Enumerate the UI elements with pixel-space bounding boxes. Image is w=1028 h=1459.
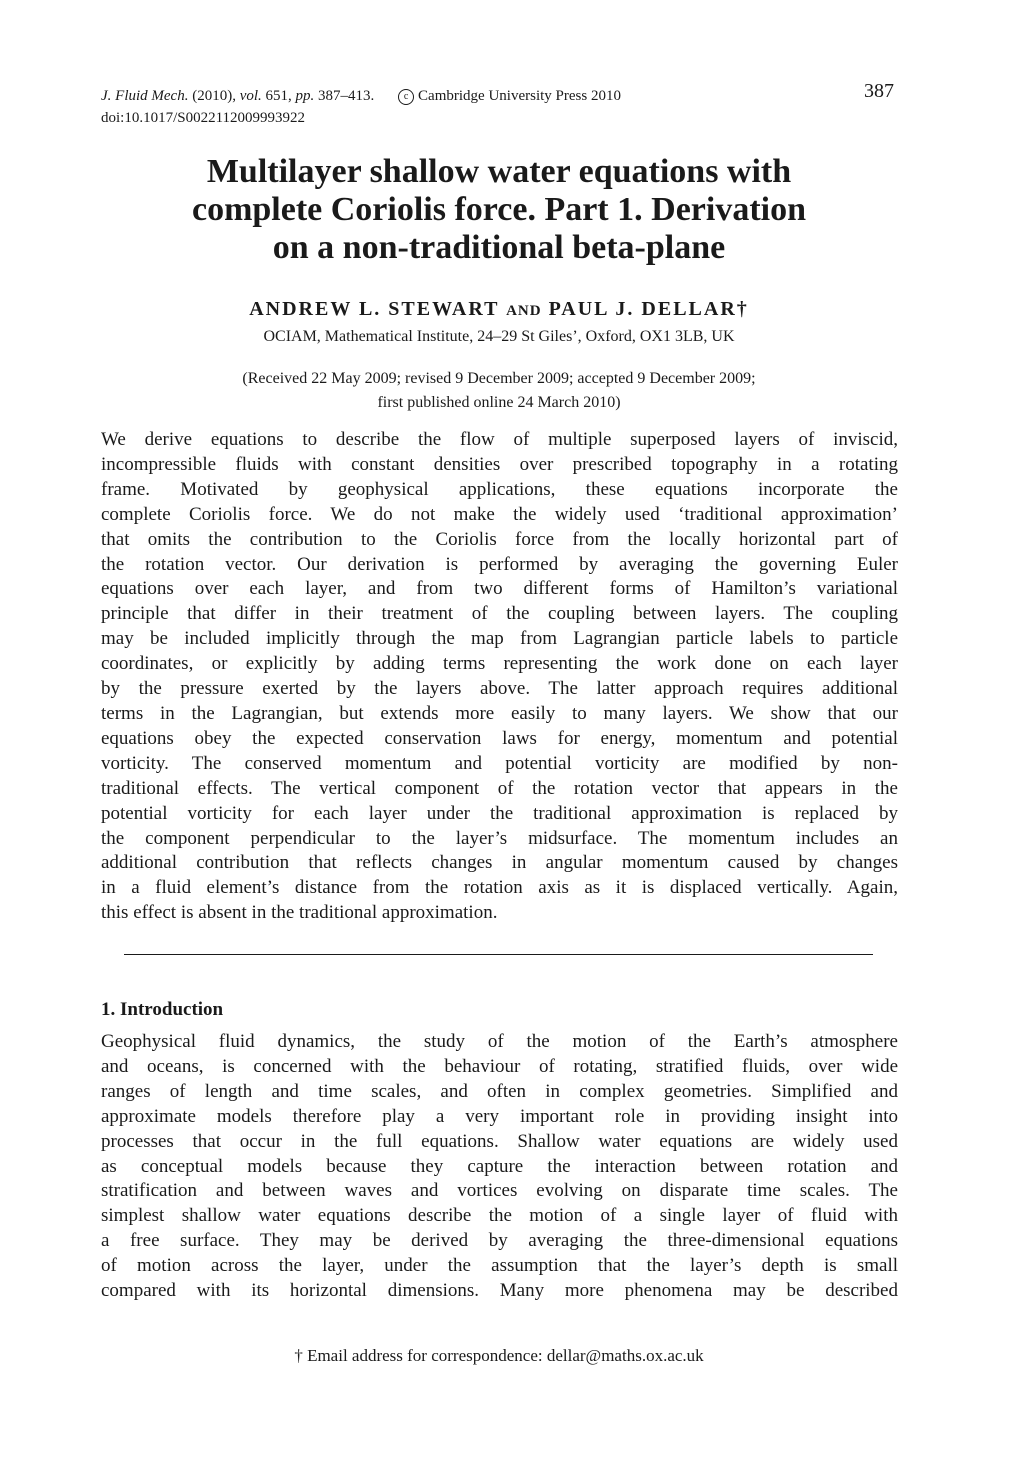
intro-line: a free surface. They may be derived by averaging the three-dimensional equations [101, 1230, 898, 1252]
title-line: Multilayer shallow water equations with [206, 153, 792, 190]
abstract-line: equations over each layer, and from two different forms of Hamilton’s variational [101, 578, 898, 600]
copyright-icon: c [398, 89, 414, 105]
abstract-line: incompressible fluids with constant densities over prescribed topography in a rotating [101, 453, 898, 475]
pages-label: pp. [295, 88, 315, 104]
abstract-line: this effect is absent in the traditional approximation. [101, 902, 498, 924]
received-line: (Received 22 May 2009; revised 9 December 2009; accepted 9 December 2009; [242, 370, 756, 387]
abstract-line: potential vorticity for each layer under the traditional approximation is replaced by [101, 802, 898, 824]
author-name: PAUL J. DELLAR† [548, 298, 749, 320]
intro-line: processes that occur in the full equations. Shallow water equations are widely used [101, 1130, 898, 1152]
intro-line: ranges of length and time scales, and often in complex geometries. Simplified and [101, 1080, 898, 1102]
abstract-line: additional contribution that reflects changes in angular momentum caused by changes [101, 852, 898, 874]
abstract-line: vorticity. The conserved momentum and potential vorticity are modified by non- [101, 752, 898, 774]
footnote[interactable]: † Email address for correspondence: dellar@maths.ox.ac.uk [294, 1346, 704, 1365]
abstract-line: the component perpendicular to the layer’s midsurface. The momentum includes an [101, 827, 898, 849]
abstract-line: may be included implicitly through the map from Lagrangian particle labels to particle [101, 628, 898, 650]
intro-line: approximate models therefore play a very important role in providing insight into [101, 1105, 898, 1127]
running-header [101, 85, 621, 129]
page-number: 387 [864, 80, 894, 102]
intro-line: simplest shallow water equations describe the motion of a single layer of fluid with [101, 1205, 898, 1227]
abstract-line: principle that differ in their treatment of the coupling between layers. The coupling [101, 603, 898, 625]
intro-line: and oceans, is concerned with the behaviour of rotating, stratified fluids, over wide [101, 1055, 898, 1077]
citation-line [101, 85, 621, 107]
introduction-text [101, 1030, 898, 1304]
author-name: ANDREW L. STEWART [249, 298, 500, 320]
intro-line: stratification and between waves and vortices evolving on disparate time scales. The [101, 1180, 898, 1202]
abstract-divider [124, 954, 873, 955]
authors [100, 298, 898, 321]
affiliation: OCIAM, Mathematical Institute, 24–29 St Giles’, Oxford, OX1 3LB, UK [263, 328, 735, 345]
abstract-line: We derive equations to describe the flow of multiple superposed layers of inviscid, [101, 429, 898, 450]
abstract-line: equations obey the expected conservation laws for energy, momentum and potential [101, 727, 898, 749]
journal-name: J. Fluid Mech. [101, 88, 189, 104]
journal-year: (2010), [192, 88, 236, 104]
abstract-line: the rotation vector. Our derivation is performed by averaging the governing Euler [101, 553, 898, 575]
copyright [398, 88, 621, 104]
abstract-line: complete Coriolis force. We do not make the widely used ‘traditional approximation’ [101, 503, 898, 525]
intro-line: as conceptual models because they capture the interaction between rotation and [101, 1155, 898, 1177]
volume-number: 651, [265, 88, 292, 104]
abstract-line: frame. Motivated by geophysical applications, these equations incorporate the [101, 478, 898, 500]
abstract-line: in a fluid element’s distance from the rotation axis as it is displaced vertically. Again, [101, 877, 898, 899]
abstract-line: terms in the Lagrangian, but extends more easily to many layers. We show that our [101, 702, 898, 724]
copyright-text: Cambridge University Press 2010 [418, 88, 621, 104]
section-heading: 1. Introduction [101, 999, 224, 1020]
abstract [101, 428, 898, 926]
volume-label: vol. [239, 88, 262, 104]
abstract-line: by the pressure exerted by the layers above. The latter approach requires additional [101, 678, 898, 700]
page-range: 387–413. [318, 88, 375, 104]
paper-title [100, 153, 898, 267]
author-conjunction: AND [506, 303, 542, 319]
abstract-line: coordinates, or explicitly by adding terms representing the work done on each layer [101, 653, 898, 675]
title-line: complete Coriolis force. Part 1. Derivation [191, 191, 806, 228]
intro-line: compared with its horizontal dimensions. Many more phenomena may be described [101, 1280, 898, 1302]
received-dates [100, 367, 898, 415]
title-line: on a non-traditional beta-plane [272, 229, 726, 266]
doi: doi:10.1017/S0022112009993922 [101, 110, 306, 126]
abstract-line: traditional effects. The vertical component of the rotation vector that appears in the [101, 777, 898, 799]
received-line: first published online 24 March 2010) [377, 394, 621, 411]
intro-line: Geophysical fluid dynamics, the study of the motion of the Earth’s atmosphere [101, 1031, 898, 1052]
intro-line: of motion across the layer, under the assumption that the layer’s depth is small [101, 1255, 898, 1277]
abstract-line: that omits the contribution to the Coriolis force from the locally horizontal part of [101, 528, 898, 550]
